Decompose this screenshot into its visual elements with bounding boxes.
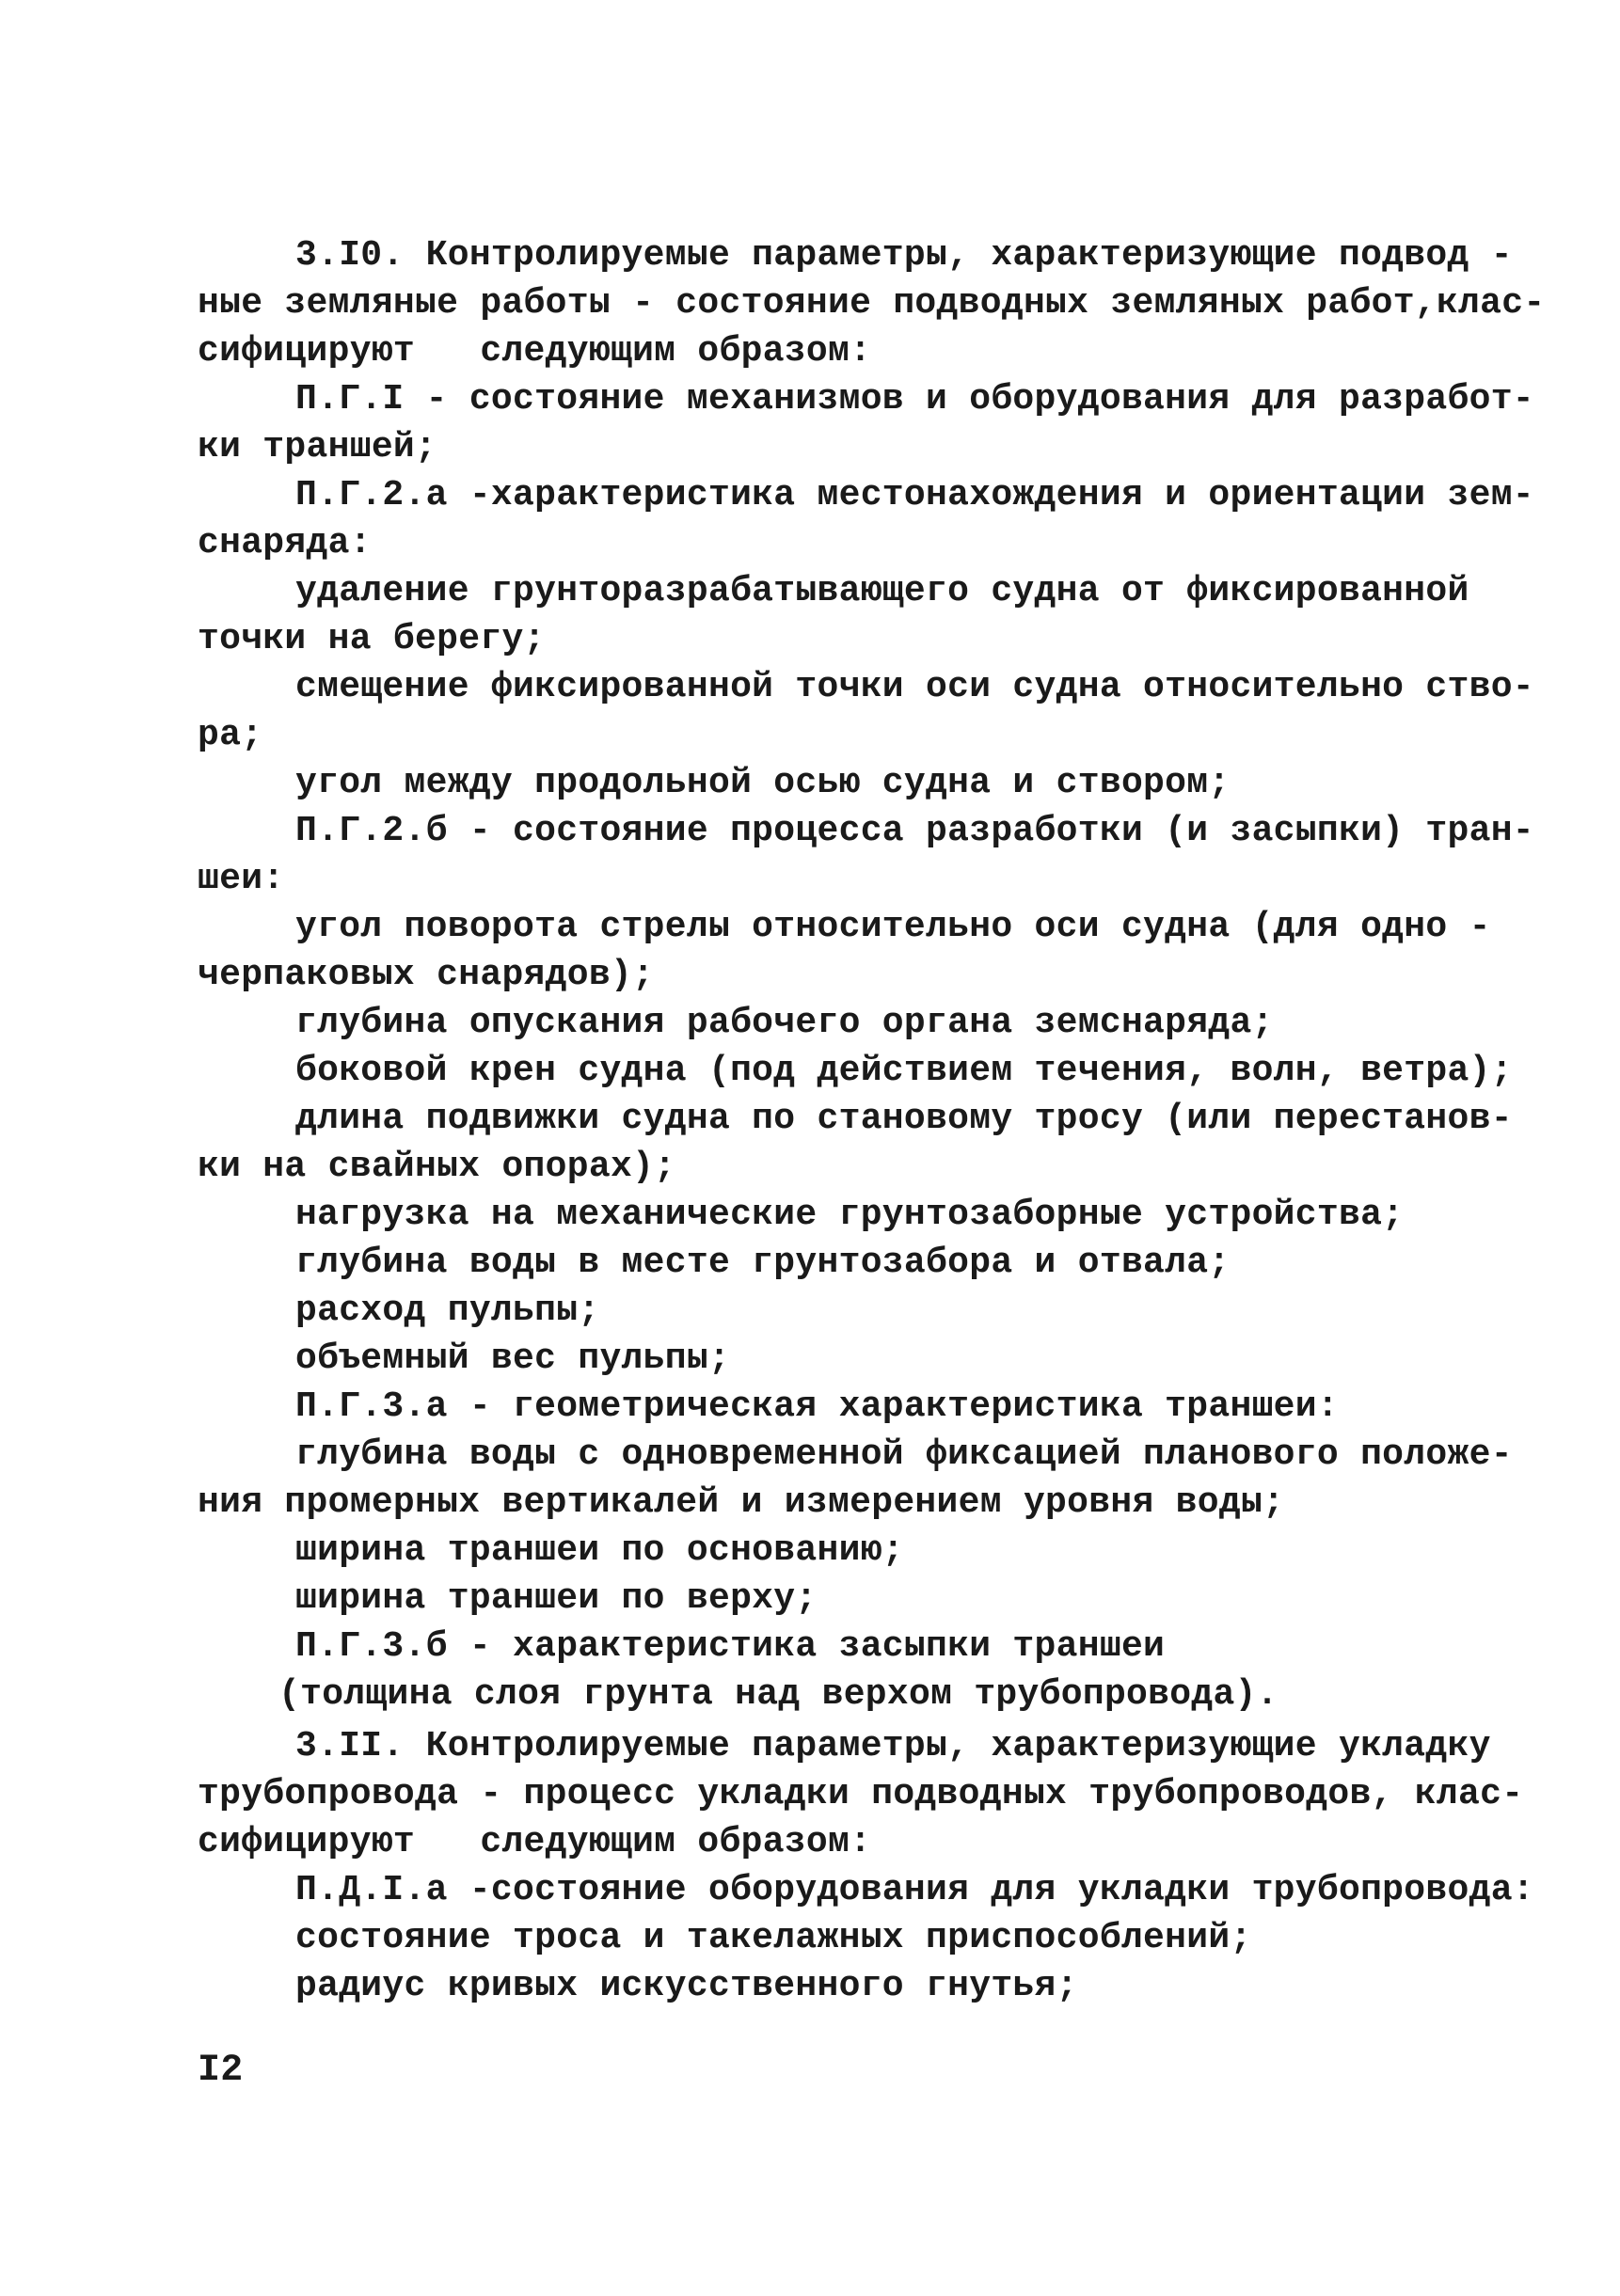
text-line: П.Г.2.б - состояние процесса разработки (и засыпки) тран- xyxy=(295,811,1534,851)
text-line: шеи: xyxy=(198,859,285,899)
text-line: П.Д.I.а -состояние оборудования для укладки трубопровода: xyxy=(295,1870,1534,1910)
text-line: снаряда: xyxy=(198,523,372,563)
text-line: ния промерных вертикалей и измерением уровня воды; xyxy=(198,1482,1285,1523)
text-line: удаление грунторазрабатывающего судна от фиксированной xyxy=(295,571,1469,611)
text-line: ра; xyxy=(198,715,263,755)
text-line: расход пульпы; xyxy=(295,1291,600,1331)
text-line: угол между продольной осью судна и створом; xyxy=(295,763,1231,803)
text-line: смещение фиксированной точки оси судна относительно ство- xyxy=(295,667,1534,707)
text-line: П.Г.3.б - характеристика засыпки траншеи xyxy=(295,1626,1166,1667)
text-line: радиус кривых искусственного гнутья; xyxy=(295,1966,1078,2006)
text-line: сифицируют следующим образом: xyxy=(198,331,872,372)
text-line: П.Г.I - состояние механизмов и оборудования для разработ- xyxy=(295,379,1534,420)
text-line: ширина траншеи по верху; xyxy=(295,1578,818,1619)
text-line: глубина воды в месте грунтозабора и отвала; xyxy=(295,1243,1231,1283)
text-line: П.Г.3.а - геометрическая характеристика траншеи: xyxy=(295,1386,1339,1427)
text-line: длина подвижки судна по становому тросу (или перестанов- xyxy=(295,1099,1513,1139)
text-line: нагрузка на механические грунтозаборные устройства; xyxy=(295,1195,1405,1235)
text-line: ширина траншеи по основанию; xyxy=(295,1530,904,1571)
text-line: 3.II. Контролируемые параметры, характеризующие укладку xyxy=(295,1726,1491,1766)
text-line: состояние троса и такелажных приспособлений; xyxy=(295,1918,1252,1958)
text-line: 3.I0. Контролируемые параметры, характеризующие подвод - xyxy=(295,235,1513,276)
text-line: глубина опускания рабочего органа земснаряда; xyxy=(295,1003,1274,1043)
text-line: ки на свайных опорах); xyxy=(198,1147,676,1187)
text-line: сифицируют следующим образом: xyxy=(198,1822,872,1862)
text-line: черпаковых снарядов); xyxy=(198,955,655,995)
text-line: глубина воды с одновременной фиксацией планового положе- xyxy=(295,1434,1513,1475)
text-line: объемный вес пульпы; xyxy=(295,1338,731,1379)
text-line: ные земляные работы - состояние подводных земляных работ,клас- xyxy=(198,283,1546,324)
text-line: трубопровода - процесс укладки подводных трубопроводов, клас- xyxy=(198,1774,1524,1814)
text-line: (толщина слоя грунта над верхом трубопровода). xyxy=(278,1674,1279,1715)
text-line: П.Г.2.а -характеристика местонахождения и ориентации зем- xyxy=(295,475,1534,515)
text-line: боковой крен судна (под действием течения, волн, ветра); xyxy=(295,1051,1513,1091)
text-line: ки траншей; xyxy=(198,427,437,467)
text-line: точки на берегу; xyxy=(198,619,546,659)
page-number: I2 xyxy=(198,2050,244,2092)
text-line: угол поворота стрелы относительно оси судна (для одно - xyxy=(295,907,1491,947)
